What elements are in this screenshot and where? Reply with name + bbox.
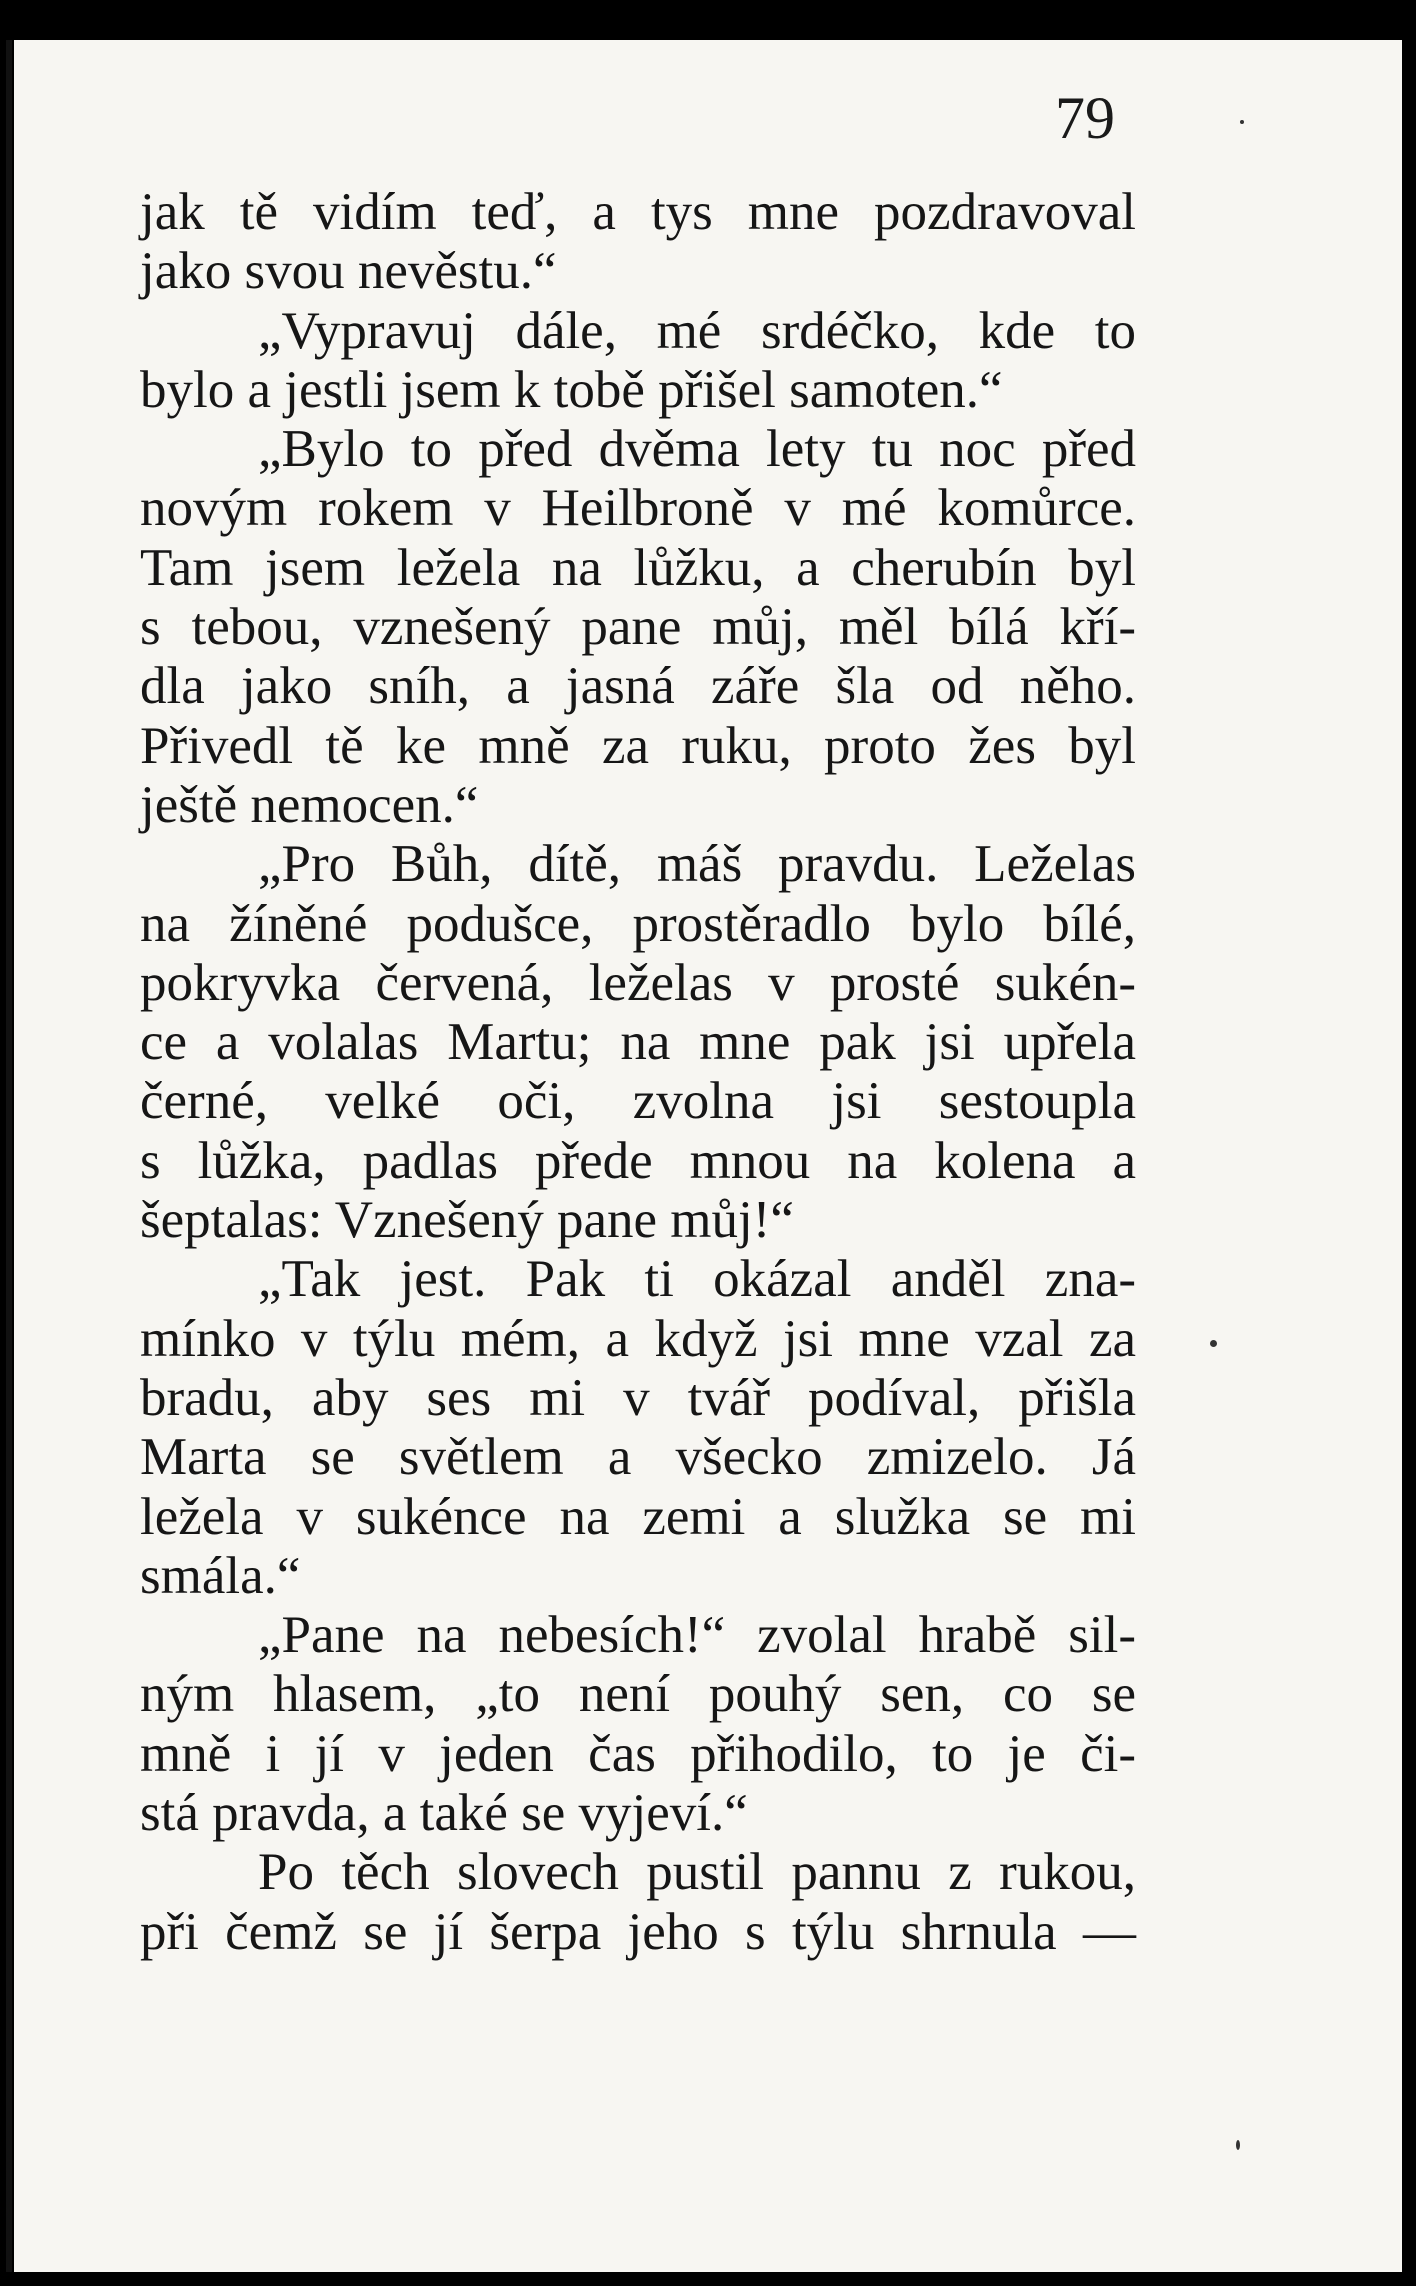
text-line: na žíněné podušce, prostěradlo bylo bílé, <box>140 894 1136 953</box>
text-line: bylo a jestli jsem k tobě přišel samoten.“ <box>140 360 1003 419</box>
page-edge-shadow <box>6 40 12 2272</box>
text-line: ným hlasem, „to není pouhý sen, co se <box>140 1665 1136 1724</box>
text-line: bradu, aby ses mi v tvář podíval, přišla <box>140 1368 1136 1427</box>
text-line: při čemž se jí šerpa jeho s týlu shrnula — <box>140 1902 1136 1961</box>
text-line: smála.“ <box>140 1546 301 1605</box>
text-line: Přivedl tě ke mně za ruku, proto žes byl <box>140 716 1136 775</box>
text-line: šeptalas: Vznešený pane můj!“ <box>140 1191 794 1250</box>
text-line: „Pane na nebesích!“ zvolal hrabě sil- <box>258 1606 1136 1665</box>
text-line: „Bylo to před dvěma lety tu noc před <box>258 420 1136 479</box>
text-line: Marta se světlem a všecko zmizelo. Já <box>140 1428 1136 1487</box>
text-line: dla jako sníh, a jasná záře šla od něho. <box>140 657 1136 716</box>
page-number: 79 <box>1055 85 1115 151</box>
text-line: pokryvka červená, leželas v prosté sukén- <box>140 953 1136 1012</box>
text-line: jak tě vidím teď, a tys mne pozdravoval <box>140 183 1136 241</box>
text-line: novým rokem v Heilbroně v mé komůrce. <box>140 479 1136 538</box>
text-line: jako svou nevěstu.“ <box>140 242 557 301</box>
text-line: černé, velké oči, zvolna jsi sestoupla <box>140 1072 1136 1131</box>
paper-speck <box>1210 1340 1217 1347</box>
text-line: ležela v sukénce na zemi a služka se mi <box>140 1487 1136 1546</box>
text-line: Po těch slovech pustil pannu z rukou, <box>258 1843 1136 1902</box>
paper-speck <box>1240 120 1244 124</box>
text-line: mně i jí v jeden čas přihodilo, to je či- <box>140 1724 1136 1783</box>
text-line: stá pravda, a také se vyjeví.“ <box>140 1784 748 1843</box>
text-line: ještě nemocen.“ <box>140 775 479 834</box>
text-line: ce a volalas Martu; na mne pak jsi upřela <box>140 1013 1136 1072</box>
text-line: „Vypravuj dále, mé srdéčko, kde to <box>258 301 1136 360</box>
text-line: „Tak jest. Pak ti okázal anděl zna- <box>258 1250 1136 1309</box>
text-line: s tebou, vznešený pane můj, měl bílá kří- <box>140 598 1136 657</box>
text-line: Tam jsem ležela na lůžku, a cherubín byl <box>140 538 1136 597</box>
text-line: s lůžka, padlas přede mnou na kolena a <box>140 1131 1136 1190</box>
text-line: „Pro Bůh, dítě, máš pravdu. Leželas <box>258 835 1136 894</box>
paper-speck <box>1236 2140 1240 2150</box>
body-text <box>140 183 1136 1962</box>
text-line: mínko v týlu mém, a když jsi mne vzal za <box>140 1309 1136 1368</box>
